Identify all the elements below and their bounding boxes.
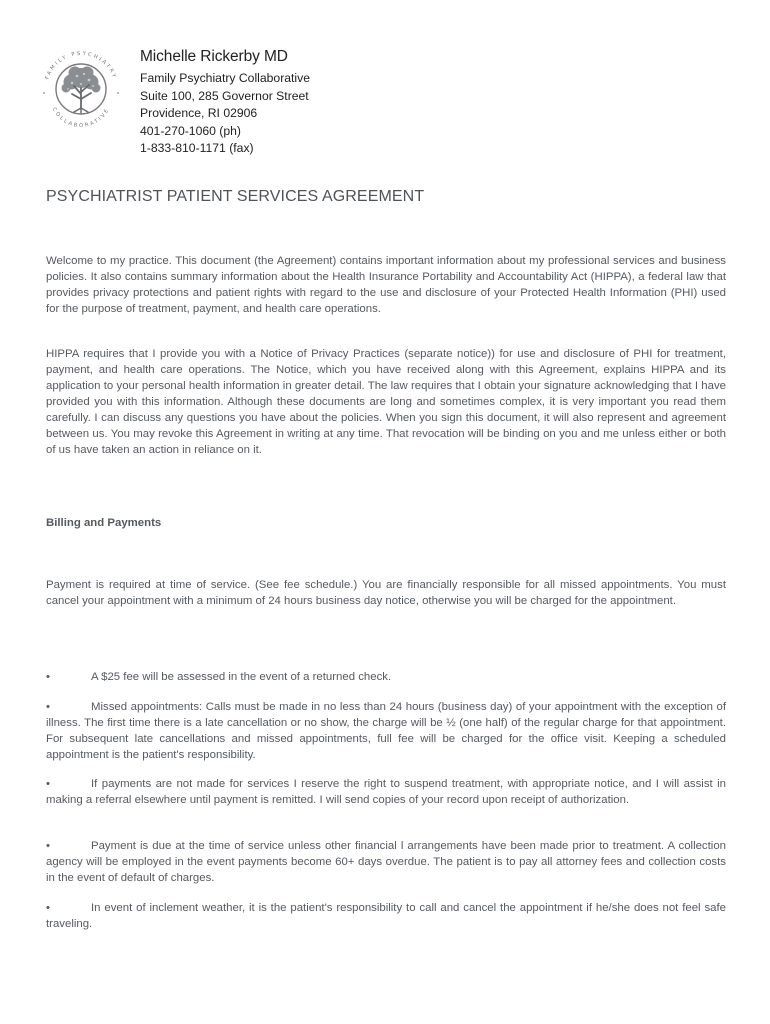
bullet-text: A $25 fee will be assessed in the event of a returned check.	[91, 671, 392, 683]
svg-text:FAMILY PSYCHIATRY: FAMILY PSYCHIATRY	[44, 50, 118, 81]
address-line-1: Suite 100, 285 Governor Street	[140, 88, 309, 103]
list-item	[46, 900, 726, 932]
billing-paragraph: Payment is required at time of service. (See fee schedule.) You are financially responsible for all missed appointments. You must cancel your appointment with a minimum of 24 hours business day notice, otherwise you will be charged for the appointment.	[46, 579, 726, 607]
fax-number: 1-833-810-1171 (fax)	[140, 141, 254, 155]
document-title: PSYCHIATRIST PATIENT SERVICES AGREEMENT	[46, 188, 425, 205]
physician-name: Michelle Rickerby MD	[140, 48, 288, 65]
billing-heading: Billing and Payments	[46, 517, 162, 529]
intro-paragraph: Welcome to my practice. This document (the Agreement) contains important information about my professional services and business policies. It also contains summary information about the Health Insurance Portability and Accountability Act (HIPPA), a federal law that provides privacy protections and patient rights with regard to the use and disclosure of your Protected Health Information (PHI) used for the purpose of treatment, payment, and health care operations.	[46, 255, 726, 315]
bullet-text: In event of inclement weather, it is the patient's responsibility to call and cancel the appointment if he/she does not feel safe traveling.	[46, 902, 726, 930]
phone-number: 401-270-1060 (ph)	[140, 123, 241, 138]
svg-text:COLLABORATIVE: COLLABORATIVE	[50, 106, 112, 130]
practice-name: Family Psychiatry Collaborative	[140, 71, 311, 85]
address-line-2: Providence, RI 02906	[140, 106, 258, 120]
tree-logo-icon	[36, 44, 126, 134]
hippa-paragraph: HIPPA requires that I provide you with a Notice of Privacy Practices (separate notice)) for use and disclosure of PHI for treatment, payment, and health care operations. The Notice, which you have received along with this Agreement, explains HIPPA and its application to your personal health information in greater detail. The law requires that I obtain your signature acknowledging that I have provided you with this information. Although these documents are long and sometimes complex, it is very important you read them carefully. I can discuss any questions you have about the policies. When you sign this document, it will also represent and agreement between us. You may revoke this Agreement in writing at any time. That revocation will be binding on you and me unless either or both of us have taken an action in reliance on it.	[46, 348, 726, 456]
bullet-icon: •	[46, 778, 50, 790]
practice-logo	[36, 44, 126, 134]
bullet-icon: •	[46, 701, 50, 713]
list-item	[46, 838, 726, 886]
bullet-text: Payment is due at the time of service unless other financial l arrangements have been made prior to treatment. A collection agency will be employed in the event payments become 60+ days overdue. The patient is to pay all attorney fees and collection costs in the event of default of charges.	[46, 840, 726, 884]
bullet-icon: •	[46, 902, 50, 914]
bullet-icon: •	[46, 671, 50, 683]
bullet-text: If payments are not made for services I reserve the right to suspend treatment, with appropriate notice, and I will assist in making a referral elsewhere until payment is remitted. I will send copies of your record upon receipt of authorization.	[46, 778, 726, 806]
bullet-text: Missed appointments: Calls must be made in no less than 24 hours (business day) of your appointment with the exception of illness. The first time there is a late cancellation or no show, the charge will be ½ (one half) of the regular charge for that appointment. For subsequent late cancellations and missed appointments, full fee will be charged for the office visit. Keeping a scheduled appointment is the patient's responsibility.	[46, 701, 726, 761]
list-item	[46, 669, 726, 685]
list-item	[46, 699, 726, 763]
letterhead-contact	[140, 47, 310, 158]
bullet-icon: •	[46, 840, 50, 852]
list-item	[46, 776, 726, 808]
